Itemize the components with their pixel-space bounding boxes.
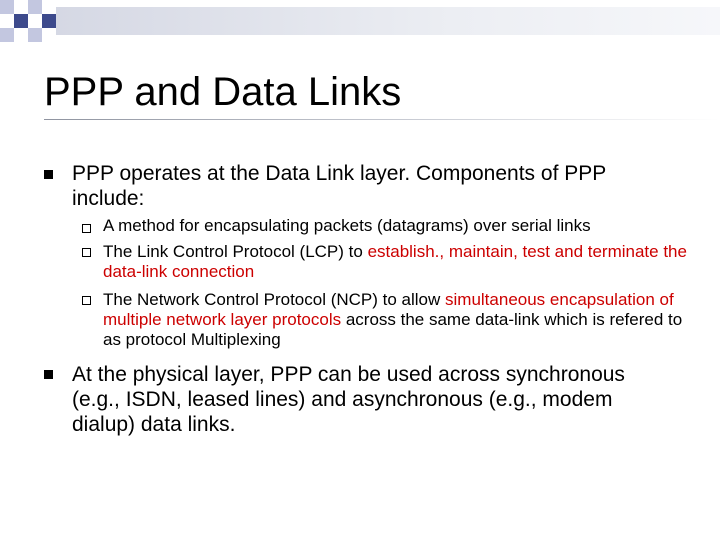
- deco-square: [14, 28, 28, 42]
- deco-square: [0, 14, 14, 28]
- sub-bullet-text: [103, 216, 703, 236]
- sub-bullet-text-part: A method for encapsulating packets (datagrams) over serial links: [103, 216, 591, 235]
- sub-bullet-marker: [82, 296, 91, 305]
- decorative-header-pattern: [0, 0, 720, 50]
- slide-title: PPP and Data Links: [44, 70, 402, 114]
- deco-square: [14, 0, 28, 14]
- bullet-marker: [44, 170, 53, 179]
- sub-bullet-marker: [82, 224, 91, 233]
- sub-bullet-text: [103, 242, 703, 282]
- sub-bullet-text-part: The Network Control Protocol (NCP) to allow: [103, 290, 446, 309]
- deco-square: [28, 0, 42, 14]
- highlighted-text: establish., maintain, test and terminate the data-link connection: [103, 242, 687, 281]
- bullet-marker: [44, 370, 53, 379]
- highlighted-text: simultaneous encapsulation of multiple network layer protocols: [103, 290, 674, 329]
- bullet-text: PPP operates at the Data Link layer. Components of PPP include:: [72, 162, 606, 210]
- sub-bullet-text-part: across the same data-link which is refered to as protocol Multiplexing: [103, 310, 683, 349]
- deco-square: [28, 28, 42, 42]
- deco-square: [28, 14, 42, 28]
- deco-square: [42, 0, 56, 14]
- sub-bullet-text-part: The Link Control Protocol (LCP) to: [103, 242, 368, 261]
- bullet-text: At the physical layer, PPP can be used across synchronous (e.g., ISDN, leased lines) and asynchronous (e.g., modem dialup) data links.: [72, 363, 625, 436]
- header-bar: [56, 7, 720, 35]
- title-divider: [44, 119, 720, 120]
- sub-bullet-text: [103, 290, 703, 350]
- sub-bullet-marker: [82, 248, 91, 257]
- deco-square: [42, 28, 56, 42]
- deco-square: [14, 14, 28, 28]
- deco-square: [0, 0, 14, 14]
- deco-square: [42, 14, 56, 28]
- deco-square: [0, 28, 14, 42]
